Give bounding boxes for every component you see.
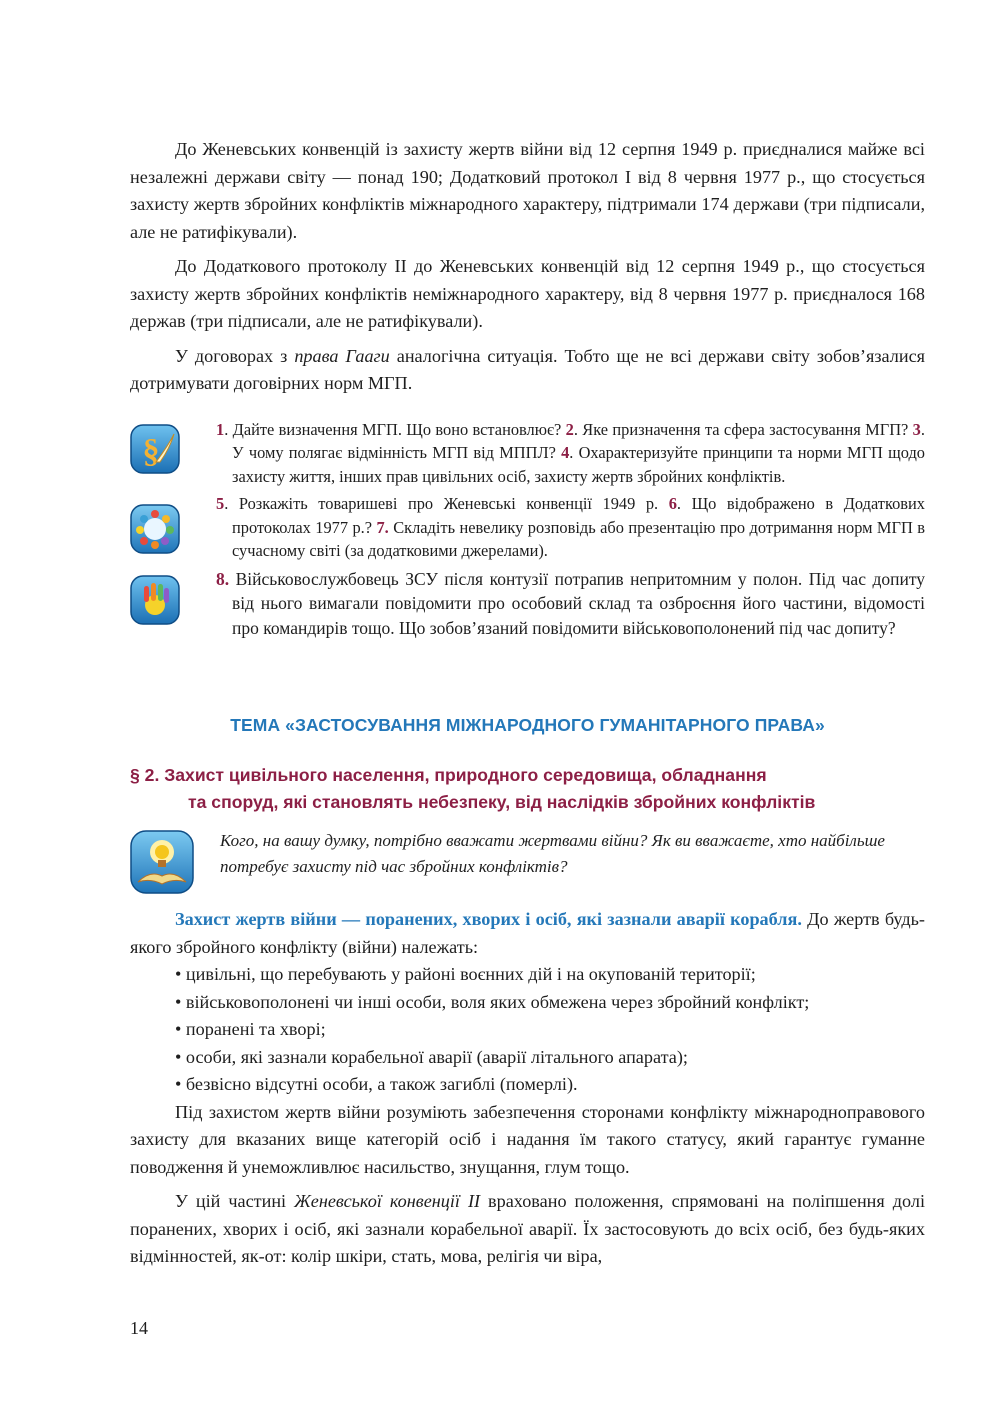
list-item: • цивільні, що перебувають у районі воєнних дій і на окупованій території; — [175, 964, 756, 984]
section-heading-line2: та споруд, які становлять небезпеку, від наслідків збройних конфліктів — [188, 792, 816, 812]
task-group-2: 5. Розкажіть товаришеві про Женевські конвенції 1949 р. 6. Що відображено в Додаткових протоколах 1977 р.? 7. Складіть невелику розповідь або презентацію про дотримання норм МГП в сучасному світі (за додатковими джерелами). — [130, 492, 925, 563]
tasks-block — [130, 418, 925, 641]
paragraph-protection: Під захистом жертв війни розуміють забезпечення сторонами конфлікту міжнародноправового захисту для вказаних вище категорій осіб і надання їм такого статусу, який гарантує гуманне поводження й унеможливлює насильство, знущання, глум тощо. — [130, 1101, 925, 1177]
paragraph-quill-icon — [130, 424, 180, 474]
theme-title: ТЕМА «ЗАСТОСУВАННЯ МІЖНАРОДНОГО ГУМАНІТАРНОГО ПРАВА» — [230, 715, 825, 735]
lightbulb-book-icon — [130, 830, 194, 894]
task-group-1: § 1. Дайте визначення МГП. Що воно встановлює? 2. Яке призначення та сфера застосування МГП? 3. У чому полягає відмінність МГП від МППЛ? 4. Охарактеризуйте принципи та норми МГП щодо захисту життя, інших прав цивільних осіб, захисту жертв збройних конфліктів. — [130, 418, 925, 489]
paragraph-geneva-conventions: До Женевських конвенцій із захисту жертв війни від 12 серпня 1949 р. приєдналися майже всі незалежні держави світу — понад 190; Додатковий протокол I від 8 червня 1977 р., що стосується захисту жертв збройних конфліктів міжнародного характеру, підтримали 174 держави (три підписали, але не ратифікували). — [130, 139, 925, 242]
question-text: Кого, на вашу думку, потрібно вважати жертвами війни? Як ви вважаєте, хто найбільше потребує захисту під час збройних конфліктів? — [220, 831, 885, 876]
question-block — [130, 828, 925, 894]
intro-paragraph: Захист жертв війни — поранених, хворих і осіб, які зазнали аварії корабля. До жертв будь-якого збройного конфлікту (війни) належать: — [130, 909, 925, 957]
victims-list — [130, 961, 925, 1099]
list-item: • поранені та хворі; — [175, 1019, 326, 1039]
people-circle-icon — [130, 504, 180, 554]
hand-print-icon — [130, 575, 180, 625]
list-item: • особи, які зазнали корабельної аварії (аварії літального апарата); — [175, 1046, 688, 1067]
paragraph-additional-protocol: До Додаткового протоколу II до Женевських конвенцій від 12 серпня 1949 р., що стосується захисту жертв збройних конфліктів неміжнародного характеру, від 8 червня 1977 р. приєдналося 168 держав (три підписали, але не ратифікували). — [130, 256, 925, 331]
list-item: • військовополонені чи інші особи, воля яких обмежена через збройний конфлікт; — [175, 991, 810, 1012]
section-heading-line1: § 2. Захист цивільного населення, природного середовища, обладнання — [130, 765, 767, 785]
paragraph-hague-law: У договорах з права Гааги аналогічна ситуація. Тобто ще не всі держави світу зобов’язалися дотримувати договірних норм МГП. — [130, 345, 926, 393]
page-content — [130, 136, 925, 1271]
paragraph-convention-ii: У цій частині Женевської конвенції II враховано положення, спрямовані на поліпшення долі поранених, хворих і осіб, які зазнали корабельної аварії. Їх застосовують до всіх осіб, без будь-яких відмінностей, як-от: колір шкіри, стать, мова, релігія чи віра, — [130, 1191, 925, 1266]
list-item: • безвісно відсутні особи, а також загиблі (померлі). — [175, 1074, 578, 1094]
svg-text:§: § — [142, 432, 160, 470]
page-number: 14 — [130, 1318, 148, 1338]
task-group-3: 8. Військовослужбовець ЗСУ після контузії потрапив непритомним у полон. Під час допиту від нього вимагали повідомити про особовий склад та озброєння його частини, відомості про командирів тощо. Що зобов’язаний повідомити військовополонений під час допиту? — [130, 567, 925, 641]
section-heading — [130, 762, 925, 816]
